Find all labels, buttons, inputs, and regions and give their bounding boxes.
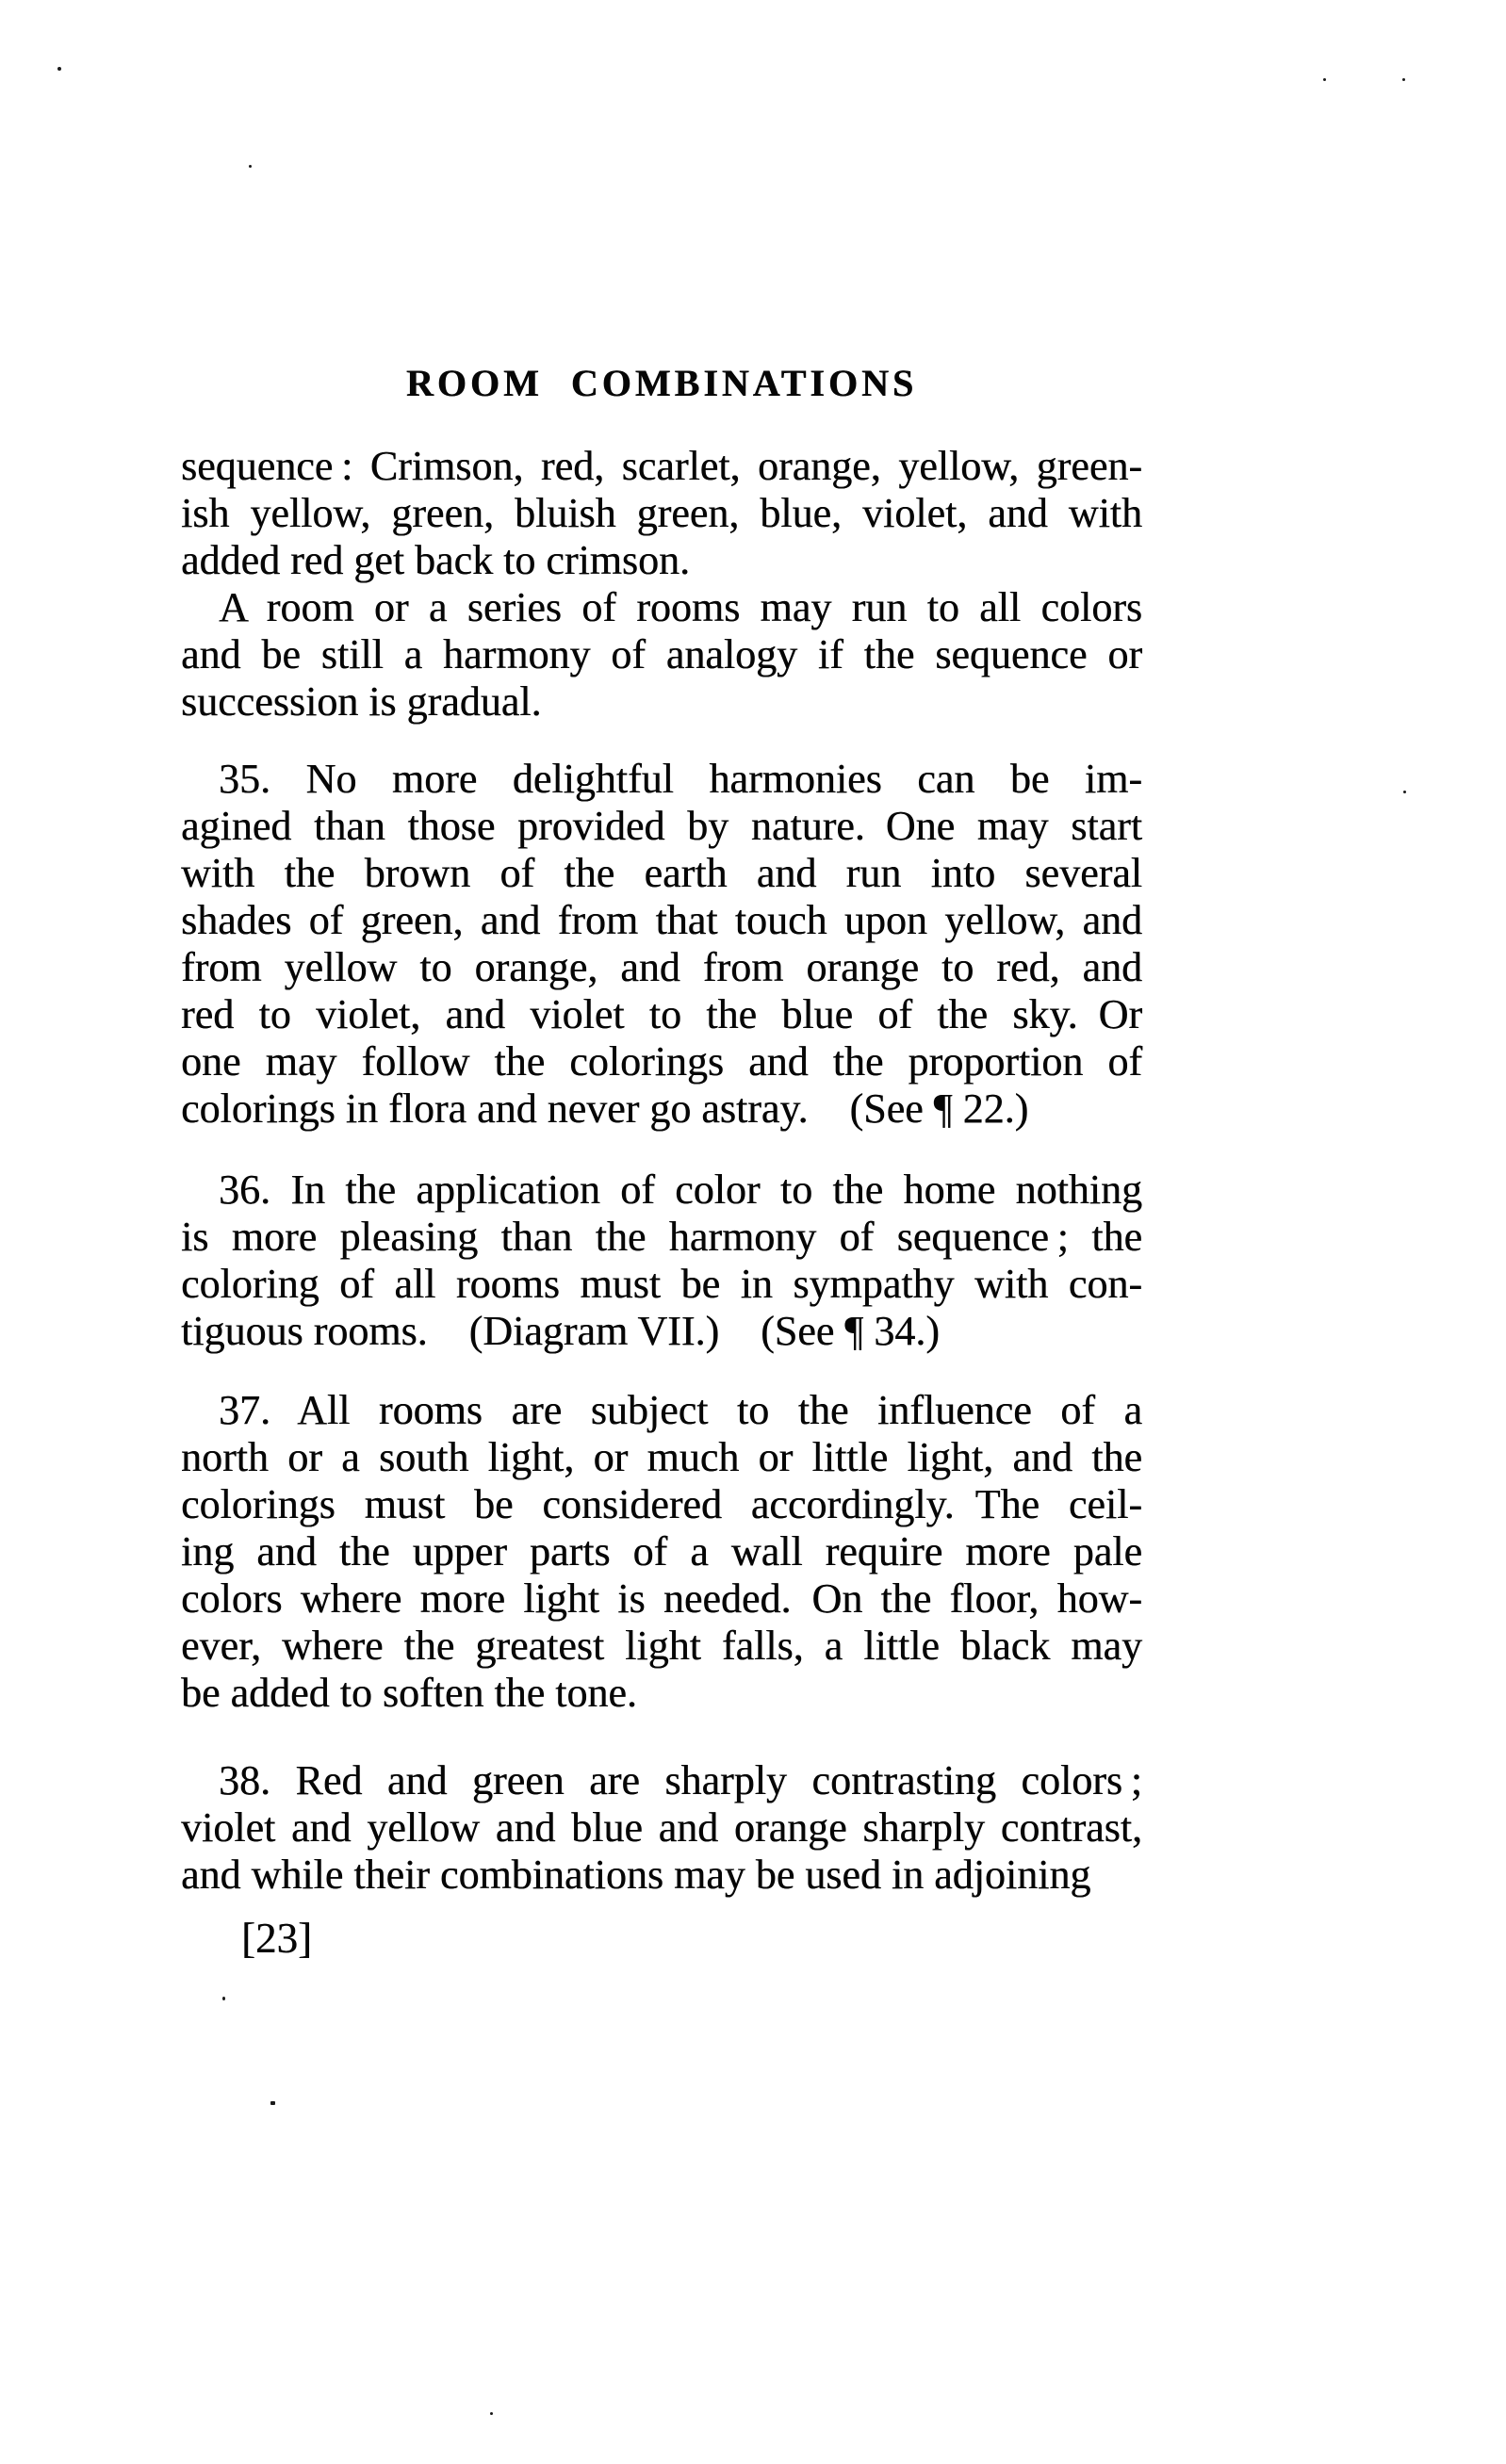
text-line: 35. No more delightful harmonies can be im- bbox=[219, 756, 1142, 802]
text-line: 38. Red and green are sharply contrasting colors ; bbox=[219, 1757, 1142, 1803]
text-line: colorings must be considered accordingly. The ceil- bbox=[181, 1481, 1142, 1527]
text-line: red to violet, and violet to the blue of the sky. Or bbox=[181, 991, 1142, 1037]
text-line: tiguous rooms. (Diagram VII.) (See ¶ 34.) bbox=[181, 1308, 940, 1354]
text-line: ish yellow, green, bluish green, blue, violet, and with bbox=[181, 490, 1142, 536]
text-line: ever, where the greatest light falls, a little black may bbox=[181, 1623, 1142, 1669]
text-line: colors where more light is needed. On the floor, how- bbox=[181, 1575, 1142, 1622]
text-line: be added to soften the tone. bbox=[181, 1670, 637, 1716]
text-column bbox=[181, 362, 1142, 1962]
text-line: ing and the upper parts of a wall require more pale bbox=[181, 1528, 1142, 1575]
text-line: coloring of all rooms must be in sympathy with con- bbox=[181, 1261, 1142, 1307]
page-number: [23] bbox=[241, 1915, 312, 1962]
scan-speck bbox=[57, 67, 61, 71]
text-line: is more pleasing than the harmony of sequence ; the bbox=[181, 1214, 1142, 1260]
page-body bbox=[181, 443, 1142, 1899]
text-line: and while their combinations may be used in adjoining bbox=[181, 1852, 1091, 1898]
scan-speck bbox=[490, 2412, 493, 2415]
text-line: north or a south light, or much or little light, and the bbox=[181, 1434, 1142, 1480]
text-line: 36. In the application of color to the home nothing bbox=[219, 1167, 1142, 1213]
scan-speck bbox=[249, 165, 252, 168]
paragraph-37 bbox=[181, 1387, 1142, 1717]
text-line: agined than those provided by nature. One may start bbox=[181, 803, 1142, 849]
text-line: from yellow to orange, and from orange to red, and bbox=[181, 944, 1142, 990]
text-line: colorings in flora and never go astray. (See ¶ 22.) bbox=[181, 1085, 1029, 1132]
text-line: added red get back to crimson. bbox=[181, 537, 691, 583]
text-line: shades of green, and from that touch upon yellow, and bbox=[181, 897, 1142, 943]
paragraph-35 bbox=[181, 756, 1142, 1133]
text-line: and be still a harmony of analogy if the sequence or bbox=[181, 631, 1142, 677]
text-line: with the brown of the earth and run into several bbox=[181, 850, 1142, 896]
text-line: 37. All rooms are subject to the influence of a bbox=[219, 1387, 1142, 1433]
scan-speck bbox=[270, 2101, 275, 2105]
page-title: ROOM COMBINATIONS bbox=[405, 362, 918, 404]
paragraph-38 bbox=[181, 1757, 1142, 1899]
text-line: succession is gradual. bbox=[181, 678, 542, 725]
text-line: violet and yellow and blue and orange sharply contrast, bbox=[181, 1804, 1142, 1851]
paragraph-intro bbox=[181, 584, 1142, 726]
text-line: sequence : Crimson, red, scarlet, orange, yellow, green- bbox=[181, 443, 1142, 489]
scan-speck bbox=[1402, 78, 1405, 81]
scan-speck bbox=[222, 1997, 225, 2000]
scan-speck bbox=[1403, 791, 1406, 793]
paragraph-continuation bbox=[181, 443, 1142, 584]
scan-speck bbox=[1323, 78, 1326, 81]
paragraph-36 bbox=[181, 1167, 1142, 1355]
text-line: A room or a series of rooms may run to all colors bbox=[219, 584, 1142, 630]
text-line: one may follow the colorings and the proportion of bbox=[181, 1038, 1142, 1085]
